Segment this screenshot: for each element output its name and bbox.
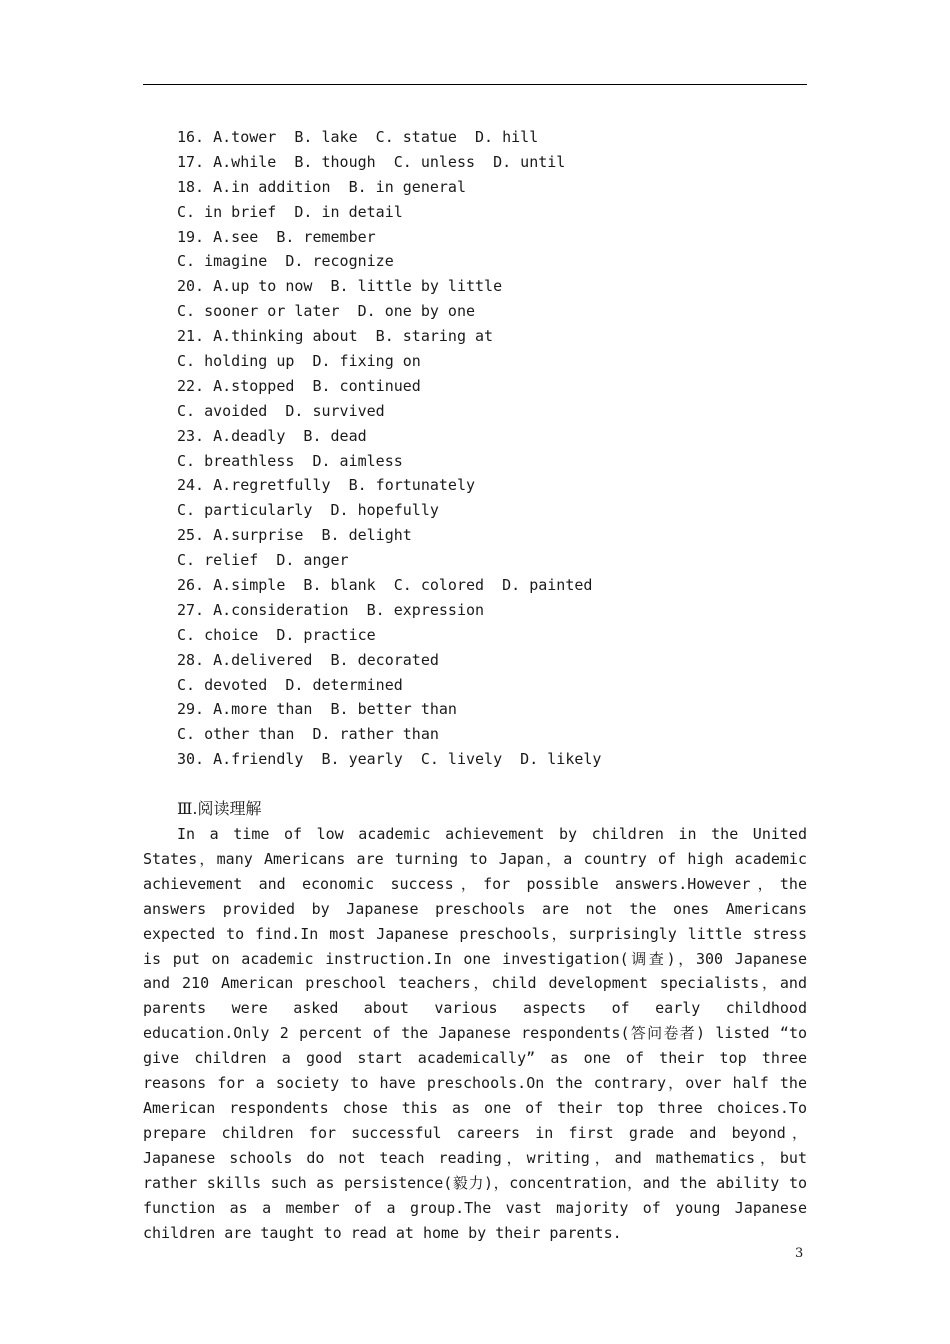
option-line: C. avoided D. survived: [177, 401, 385, 420]
option-line: 19. A.see B. remember: [177, 227, 376, 246]
option-line: 27. A.consideration B. expression: [177, 600, 485, 619]
option-line: 23. A.deadly B. dead: [177, 426, 367, 445]
option-line: 24. A.regretfully B. fortunately: [177, 476, 476, 495]
option-line: 22. A.stopped B. continued: [177, 376, 421, 395]
option-line: C. choice D. practice: [177, 625, 376, 644]
page-number: 3: [795, 1246, 804, 1261]
option-line: 18. A.in addition B. in general: [177, 177, 466, 196]
option-line: 25. A.surprise B. delight: [177, 526, 412, 545]
option-line: 28. A.delivered B. decorated: [177, 650, 439, 669]
option-line: C. particularly D. hopefully: [177, 501, 439, 520]
option-line: 20. A.up to now B. little by little: [177, 277, 503, 296]
reading-passage: In a time of low academic achievement by children in the United States，many Americans are turning to Japan，a country of high academic achievement and economic success，for possible answers.However，the answers provided by Japanese preschools are not the ones Americans expected to find.In most Japanese preschools，surprisingly little stress is put on academic instruction.In one investigation(调查)，300 Japanese and 210 American preschool teachers，child development specialists，and parents were asked about various aspects of early childhood education.Only 2 percent of the Japanese respondents(答问卷者) listed “to give children a good start academically” as one of their top three reasons for a society to have preschools.On the contrary，over half the American respondents chose this as one of their top three choices.To prepare children for successful careers in first grade and beyond，Japanese schools do not teach reading，writing，and mathematics，but rather skills such as persistence(毅力)，concentration，and the ability to function as a member of a group.The vast majority of young Japanese children are taught to read at home by their parents.: [143, 825, 807, 1242]
option-line: 17. A.while B. though C. unless D. until: [177, 152, 566, 171]
option-line: C. sooner or later D. one by one: [177, 302, 476, 321]
option-line: 26. A.simple B. blank C. colored D. painted: [177, 576, 593, 595]
option-line: C. imagine D. recognize: [177, 252, 394, 271]
option-line: 21. A.thinking about B. staring at: [177, 327, 494, 346]
option-line: C. holding up D. fixing on: [177, 352, 421, 371]
section-heading: Ⅲ.阅读理解: [177, 799, 262, 818]
option-line: 29. A.more than B. better than: [177, 700, 457, 719]
header-rule: [143, 84, 807, 85]
option-line: 16. A.tower B. lake C. statue D. hill: [177, 128, 539, 146]
answer-options-list: [177, 125, 797, 772]
option-line: C. in brief D. in detail: [177, 202, 403, 221]
option-line: C. devoted D. determined: [177, 675, 403, 694]
option-line: C. relief D. anger: [177, 551, 349, 570]
option-line: C. breathless D. aimless: [177, 451, 403, 470]
option-line: 30. A.friendly B. yearly C. lively D. likely: [177, 750, 602, 769]
option-line: C. other than D. rather than: [177, 725, 439, 744]
